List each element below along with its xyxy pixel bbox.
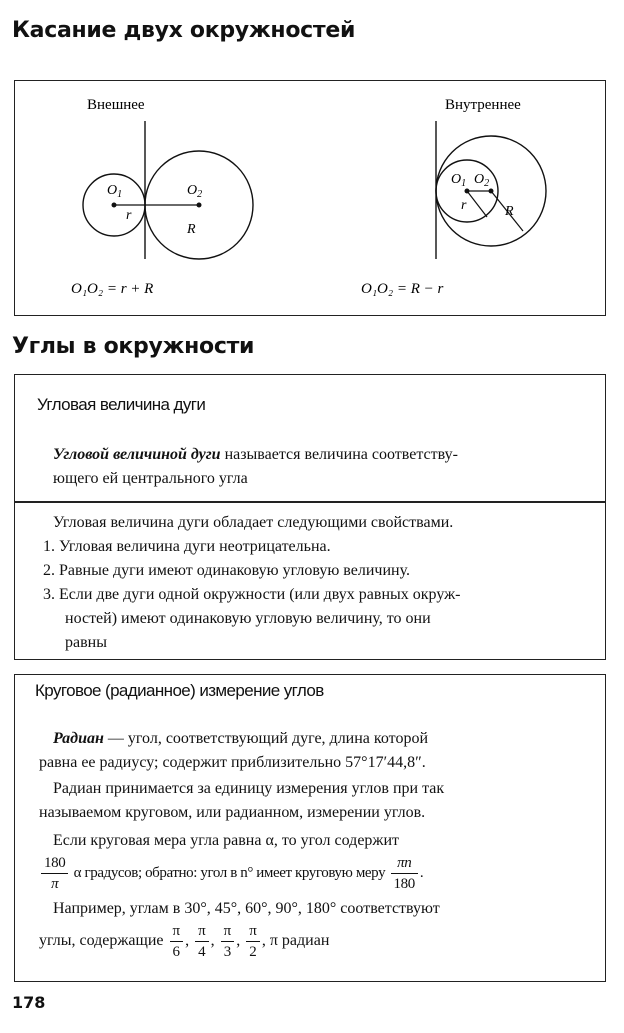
example-fractions-line: углы, содержащие $\frac{\pi}{6}$ , $\frac{\pi}{4}$ , $\frac{\pi}{3}$ , $\frac{\pi}{2}$ , π радиан bbox=[39, 922, 330, 960]
internal-center-o1 bbox=[465, 189, 470, 194]
section-title-angles: Углы в окружности bbox=[12, 334, 255, 359]
fraction-pi-2: $\frac{\pi}{2}$ bbox=[246, 921, 260, 962]
fraction-pi-4: $\frac{\pi}{4}$ bbox=[195, 921, 209, 962]
conversion-text: Если круговая мера угла равна α, то угол содержит bbox=[53, 832, 400, 849]
arc-property-1: 1. Угловая величина дуги неотрицательна. bbox=[43, 538, 331, 555]
external-center-o1 bbox=[112, 203, 117, 208]
fraction-pin-over-180: $\frac{\pi n}{180}$ bbox=[391, 853, 418, 894]
external-label-o2: $O_2$ bbox=[187, 183, 203, 200]
conversion-formula-line: $\frac{180}{\pi}$ α градусов; обратно: угол в n° имеет круговую меру $\frac{\pi n}{180}$ . bbox=[39, 851, 604, 895]
fraction-pi-6: $\frac{\pi}{6}$ bbox=[170, 921, 184, 962]
internal-radius-r bbox=[467, 191, 487, 217]
arc-angle-definition: Угловой величиной дуги называется величина соответству- ющего ей центрального угла bbox=[53, 446, 458, 487]
arc-property-2: 2. Равные дуги имеют одинаковую угловую величину. bbox=[43, 562, 410, 579]
internal-center-o2 bbox=[489, 189, 494, 194]
external-label-r: r bbox=[126, 208, 132, 223]
radian-definition-cont: равна ее радиусу; содержит приблизительно 57°17′44,8″. bbox=[39, 754, 426, 771]
arc-properties-box bbox=[14, 502, 606, 660]
tangency-box bbox=[14, 80, 606, 316]
arc-properties-intro: Угловая величина дуги обладает следующими свойствами. bbox=[53, 514, 454, 531]
radian-measure-box bbox=[14, 674, 606, 982]
internal-label-o1: $O_1$ bbox=[451, 172, 467, 189]
radian-definition: Радиан — угол, соответствующий дуге, длина которой bbox=[53, 730, 428, 747]
page-number: 178 bbox=[12, 993, 46, 1012]
internal-caption: Внутреннее bbox=[445, 97, 521, 113]
arc-angle-definition-box bbox=[14, 374, 606, 502]
internal-formula: O₁O₂ = R − r bbox=[361, 281, 444, 297]
external-center-o2 bbox=[197, 203, 202, 208]
arc-property-3-cont: ностей) имеют одинаковую угловую величину, то они bbox=[65, 610, 431, 627]
radian-unit-text-cont: называемом круговом, или радианном, измерении углов. bbox=[39, 804, 426, 821]
fraction-pi-3: $\frac{\pi}{3}$ bbox=[221, 921, 235, 962]
external-label-R: R bbox=[187, 222, 196, 237]
external-caption: Внешнее bbox=[87, 97, 145, 113]
internal-label-o2: $O_2$ bbox=[474, 172, 490, 189]
section-title-tangency: Касание двух окружностей bbox=[12, 18, 356, 43]
radian-unit-text: Радиан принимается за единицу измерения углов при так bbox=[53, 780, 445, 797]
external-formula: O₁O₂ = r + R bbox=[71, 281, 154, 297]
external-label-o1: $O_1$ bbox=[107, 183, 123, 200]
internal-label-R: R bbox=[505, 204, 514, 219]
arc-property-3-end: равны bbox=[65, 634, 107, 651]
arc-angle-heading: Угловая величина дуги bbox=[37, 395, 206, 414]
tangency-figures bbox=[15, 81, 607, 317]
example-text: Например, углам в 30°, 45°, 60°, 90°, 180° соответствуют bbox=[53, 900, 440, 917]
arc-property-3: 3. Если две дуги одной окружности (или двух равных окруж- bbox=[43, 586, 461, 603]
internal-label-r: r bbox=[461, 198, 467, 213]
fraction-180-over-pi: $\frac{180}{\pi}$ bbox=[41, 853, 68, 894]
radian-heading: Круговое (радианное) измерение углов bbox=[35, 681, 324, 700]
